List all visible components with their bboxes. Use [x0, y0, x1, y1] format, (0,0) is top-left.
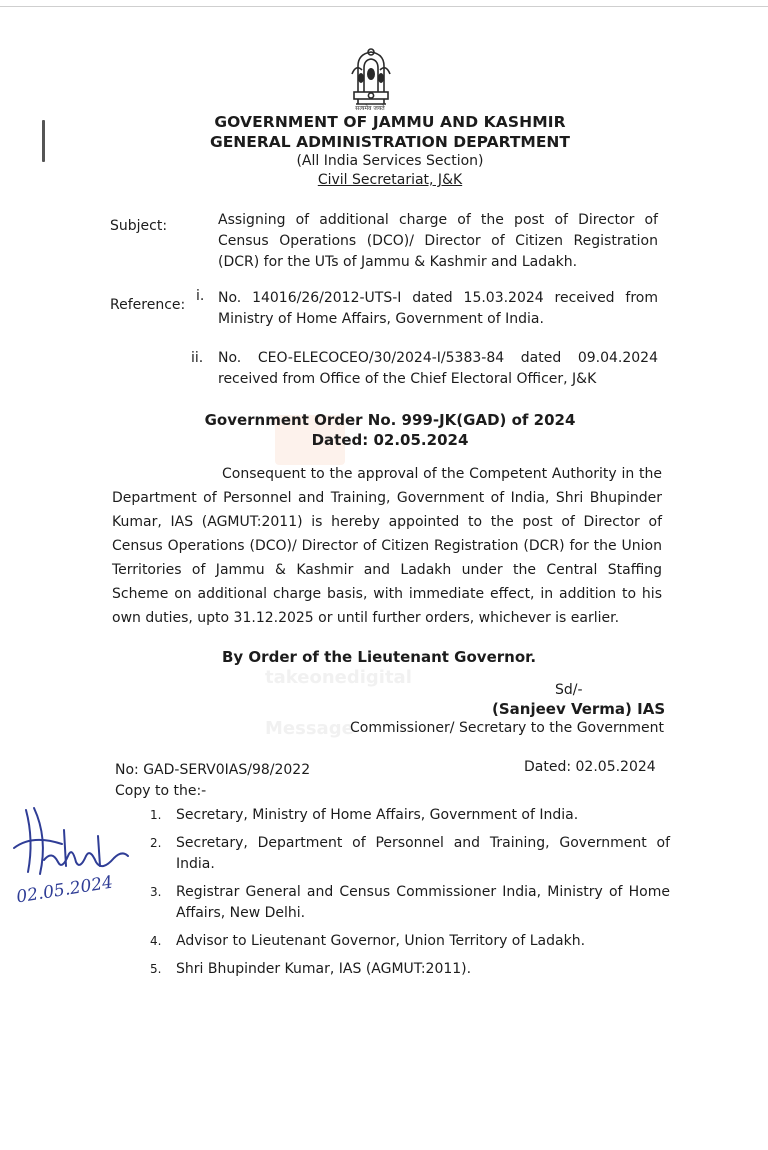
watermark-text: takeonedigital: [265, 667, 412, 688]
government-title: GOVERNMENT OF JAMMU AND KASHMIR: [214, 113, 566, 131]
by-order-line: By Order of the Lieutenant Governor.: [222, 648, 537, 666]
handwritten-date: 02.05.2024: [15, 872, 115, 908]
list-number: 1.: [150, 808, 162, 822]
list-text: Registrar General and Census Commissioner India, Ministry of Home Affairs, New Delhi.: [176, 884, 670, 921]
list-number: 3.: [150, 885, 162, 899]
margin-mark: [42, 120, 45, 162]
top-rule: [0, 6, 768, 7]
office-address: Civil Secretariat, J&K: [317, 172, 463, 188]
order-title: Government Order No. 999-JK(GAD) of 2024: [204, 411, 576, 429]
list-text: Shri Bhupinder Kumar, IAS (AGMUT:2011).: [176, 961, 472, 977]
list-item: [150, 833, 670, 875]
list-text: Secretary, Ministry of Home Affairs, Government of India.: [176, 807, 579, 823]
list-text: Secretary, Department of Personnel and Training, Government of India.: [176, 835, 670, 872]
signed-mark: Sd/-: [555, 682, 583, 698]
list-item: [150, 805, 670, 826]
list-item: [150, 931, 670, 952]
emblem-motto: सत्यमेव जयते: [355, 105, 385, 112]
copy-list: [150, 805, 670, 987]
reference-label: Reference:: [110, 297, 186, 313]
subject-label: Subject:: [110, 218, 168, 234]
reference-item: No. 14016/26/2012-UTS-I dated 15.03.2024 received from Ministry of Home Affairs, Government of India.: [218, 290, 658, 327]
order-body: Consequent to the approval of the Competent Authority in the Department of Personnel and Training, Government of India, Shri Bhupinder Kumar, IAS (AGMUT:2011) is hereby appointed to the post of Director of Census Operations (DCO)/ Director of Citizen Registration (DCR) for the Union Territories of Jammu & Kashmir and Ladakh under the Central Staffing Scheme on additional charge basis, with immediate effect, in addition to his own duties, upto 31.12.2025 or until further orders, whichever is earlier.: [112, 466, 662, 626]
reference-no: No: GAD-SERV0IAS/98/2022: [115, 762, 311, 778]
reference-number: ii.: [191, 350, 204, 366]
list-number: 2.: [150, 836, 162, 850]
signatory-name: (Sanjeev Verma) IAS: [492, 700, 666, 718]
order-date: Dated: 02.05.2024: [311, 431, 469, 449]
section-title: (All India Services Section): [296, 153, 484, 169]
list-item: [150, 959, 670, 980]
subject-text: Assigning of additional charge of the post of Director of Census Operations (DCO)/ Director of Citizen Registration (DCR) for the UTs of Jammu & Kashmir and Ladakh.: [218, 212, 658, 270]
list-text: Advisor to Lieutenant Governor, Union Territory of Ladakh.: [176, 933, 586, 949]
list-item: [150, 882, 670, 924]
footer-date: Dated: 02.05.2024: [524, 759, 656, 775]
state-emblem-icon: [346, 44, 396, 110]
watermark-text: Message: [265, 718, 354, 739]
list-number: 5.: [150, 962, 162, 976]
reference-number: i.: [196, 288, 205, 304]
signatory-designation: Commissioner/ Secretary to the Government: [350, 720, 665, 736]
department-title: GENERAL ADMINISTRATION DEPARTMENT: [210, 133, 570, 151]
list-number: 4.: [150, 934, 162, 948]
copy-to-label: Copy to the:-: [115, 783, 207, 799]
reference-item: No. CEO-ELECOCEO/30/2024-I/5383-84 dated 09.04.2024 received from Office of the Chief Electoral Officer, J&K: [218, 350, 658, 387]
